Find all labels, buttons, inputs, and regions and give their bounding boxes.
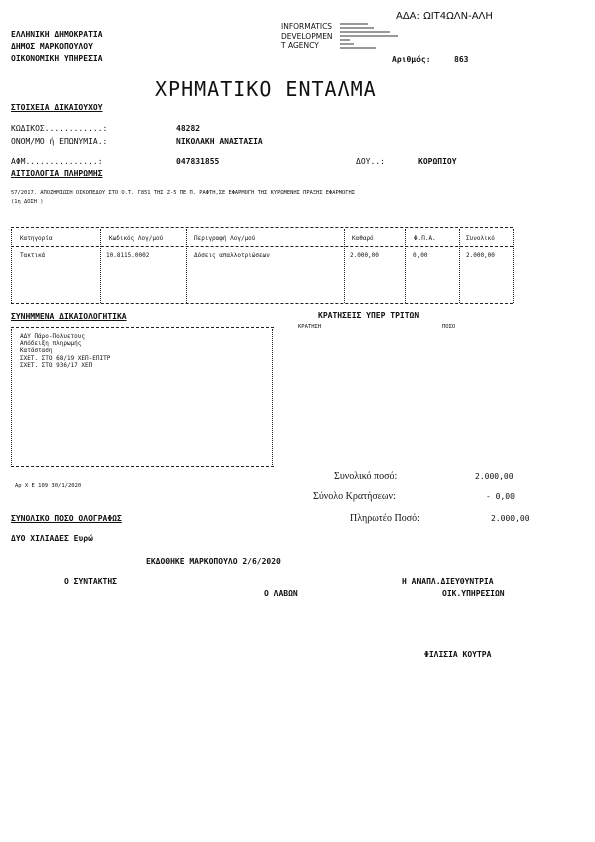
table-cell-net: 2.000,00: [350, 252, 379, 259]
table-bottom-border: [11, 303, 513, 304]
documents-box-right: [272, 329, 273, 465]
documents-box-left: [11, 329, 12, 465]
doy-label: ΔΟΥ..:: [356, 157, 385, 166]
withholdings-section-title: ΚΡΑΤΗΣΕΙΣ ΥΠΕΡ ΤΡΙΤΩΝ: [318, 311, 420, 320]
ada-code: ΑΔΑ: ΩΙΤ4ΩΛΝ-ΑΛΗ: [396, 11, 493, 22]
total-amount-value: 2.000,00: [475, 472, 514, 481]
table-cell-vat: 0,00: [413, 252, 428, 259]
signature-director-dept: ΟΙΚ.ΥΠΗΡΕΣΙΩΝ: [442, 589, 505, 598]
signature-director-title: Η ΑΝΑΠΛ.ΔΙΕΥΘΥΝΤΡΙΑ: [402, 577, 494, 586]
table-header-vat: Φ.Π.Α.: [414, 235, 436, 242]
amount-in-words-title: ΣΥΝΟΛΙΚΟ ΠΟΣΟ ΟΛΟΓΡΑΦΩΣ: [11, 514, 122, 523]
justification-line: (1η ΔΟΣΗ ): [11, 199, 44, 205]
table-header-category: Κατηγορία: [20, 235, 53, 242]
page-title: ΧΡΗΜΑΤΙΚΟ ΕΝΤΑΛΜΑ: [155, 77, 377, 101]
table-cell-account-desc: Δόσεις απαλλοτριώσεων: [194, 252, 270, 259]
signature-director-name: ΦΙΛΙΣΙΑ ΚΟΥΤΡΑ: [424, 650, 492, 659]
doy-value: ΚΟΡΩΠΙΟΥ: [418, 157, 457, 166]
stamp-line: DEVELOPMEN: [281, 31, 333, 41]
documents-section-title: ΣΥΝΗΜΜΕΝΑ ΔΙΚΑΙΟΛΟΓΗΤΙΚΑ: [11, 312, 127, 321]
table-divider: [405, 229, 406, 303]
documents-box-bottom: [11, 466, 274, 467]
table-divider: [100, 229, 101, 303]
code-value: 48282: [176, 124, 201, 133]
table-cell-category: Τακτικά: [20, 252, 46, 259]
table-divider: [186, 229, 187, 303]
table-cell-account-code: 10.8115.0002: [106, 252, 150, 259]
document-item: Κατάσταση: [20, 347, 53, 355]
header-service: ΟΙΚΟΝΟΜΙΚΗ ΥΠΗΡΕΣΙΑ: [11, 54, 103, 63]
table-divider: [344, 229, 345, 303]
table-header-net: Καθαρό: [352, 235, 374, 242]
total-amount-label: Συνολικό ποσό:: [334, 471, 398, 482]
table-top-border: [11, 227, 513, 228]
stamp-microtext-icon: [340, 22, 402, 56]
withholdings-col-header: ΚΡΑΤΗΣΗ: [298, 324, 322, 330]
document-number-label: Αριθμός:: [392, 55, 431, 64]
document-number-value: 863: [454, 55, 469, 64]
withholdings-col-header: ΠΟΣΟ: [442, 324, 456, 330]
name-label: ΟΝΟΜ/ΜΟ ή ΕΠΩΝΥΜΙΑ.:: [11, 137, 108, 146]
stamp-line: T AGENCY: [281, 41, 319, 50]
afm-label: ΑΦΜ...............:: [11, 157, 103, 166]
table-divider: [11, 229, 12, 303]
name-value: ΝΙΚΟΛΑΚΗ ΑΝΑΣΤΑΣΙΑ: [176, 137, 263, 146]
table-divider: [459, 229, 460, 303]
document-item: ΣΧΕΤ. ΣΤΟ 68/19 ΧΕΠ-ΕΠΙΤΡ: [20, 354, 111, 362]
amount-in-words-value: ΔΥΟ ΧΙΛΙΑΔΕΣ Ευρώ: [11, 534, 93, 543]
table-header-account-code: Κωδικός Λογ/μού: [109, 235, 164, 242]
payable-amount-label: Πληρωτέο Ποσό:: [350, 513, 420, 524]
signature-receiver: Ο ΛΑΒΩΝ: [264, 589, 298, 598]
table-header-total: Συνολικό: [466, 235, 495, 242]
table-cell-total: 2.000,00: [466, 252, 495, 259]
document-item: ΣΧΕΤ. ΣΤΟ 936/17 ΧΕΠ: [20, 361, 93, 369]
header-republic: ΕΛΛΗΝΙΚΗ ΔΗΜΟΚΡΑΤΙΑ: [11, 30, 103, 39]
justification-section-title: ΑΙΤΙΟΛΟΓΙΑ ΠΛΗΡΩΜΗΣ: [11, 169, 103, 178]
reference-note: Αρ Χ Ε 109 30/1/2020: [15, 483, 82, 489]
header-municipality: ΔΗΜΟΣ ΜΑΡΚΟΠΟΥΛΟΥ: [11, 42, 93, 51]
table-divider: [513, 229, 514, 303]
justification-line: 57/2017. ΑΠΟΖΗΜΙΩΣΗ ΟΙΚΟΠΕΔΟΥ ΣΤΟ Ο.Τ. Γ851 ΤΗΣ Ζ-5 ΠΕ Π. ΡΑΦΤΗ,ΣΕ ΕΦΑΡΜΟΓΗ ΤΗΣ ΚΥΡΩΜΕΝΗΣ ΠΡΑΞΗΣ ΕΦΑΡΜΟΓΗΣ: [11, 190, 356, 196]
table-header-border: [11, 246, 513, 247]
stamp-line: INFORMATICS: [281, 22, 333, 31]
total-withholdings-label: Σύνολο Κρατήσεων:: [313, 491, 396, 502]
table-header-account-desc: Περιγραφή Λογ/μού: [194, 235, 256, 242]
document-item: Απόδειξη πληρωμής: [20, 340, 82, 348]
issued-statement: ΕΚΔΟΘΗΚΕ ΜΑΡΚΟΠΟΥΛΟ 2/6/2020: [146, 557, 281, 566]
document-item: ΑΔΥ Πάρο-Πολυετους: [20, 333, 86, 340]
payable-amount-value: 2.000,00: [491, 514, 530, 523]
code-label: ΚΩΔΙΚΟΣ............:: [11, 124, 108, 133]
signature-author: Ο ΣΥΝΤΑΚΤΗΣ: [64, 577, 117, 586]
documents-box-top: [11, 327, 274, 328]
total-withholdings-value: - 0,00: [486, 492, 515, 501]
agency-stamp: [281, 22, 333, 51]
beneficiary-section-title: ΣΤΟΙΧΕΙΑ ΔΙΚΑΙΟΥΧΟΥ: [11, 103, 103, 112]
afm-value: 047831855: [176, 157, 220, 166]
